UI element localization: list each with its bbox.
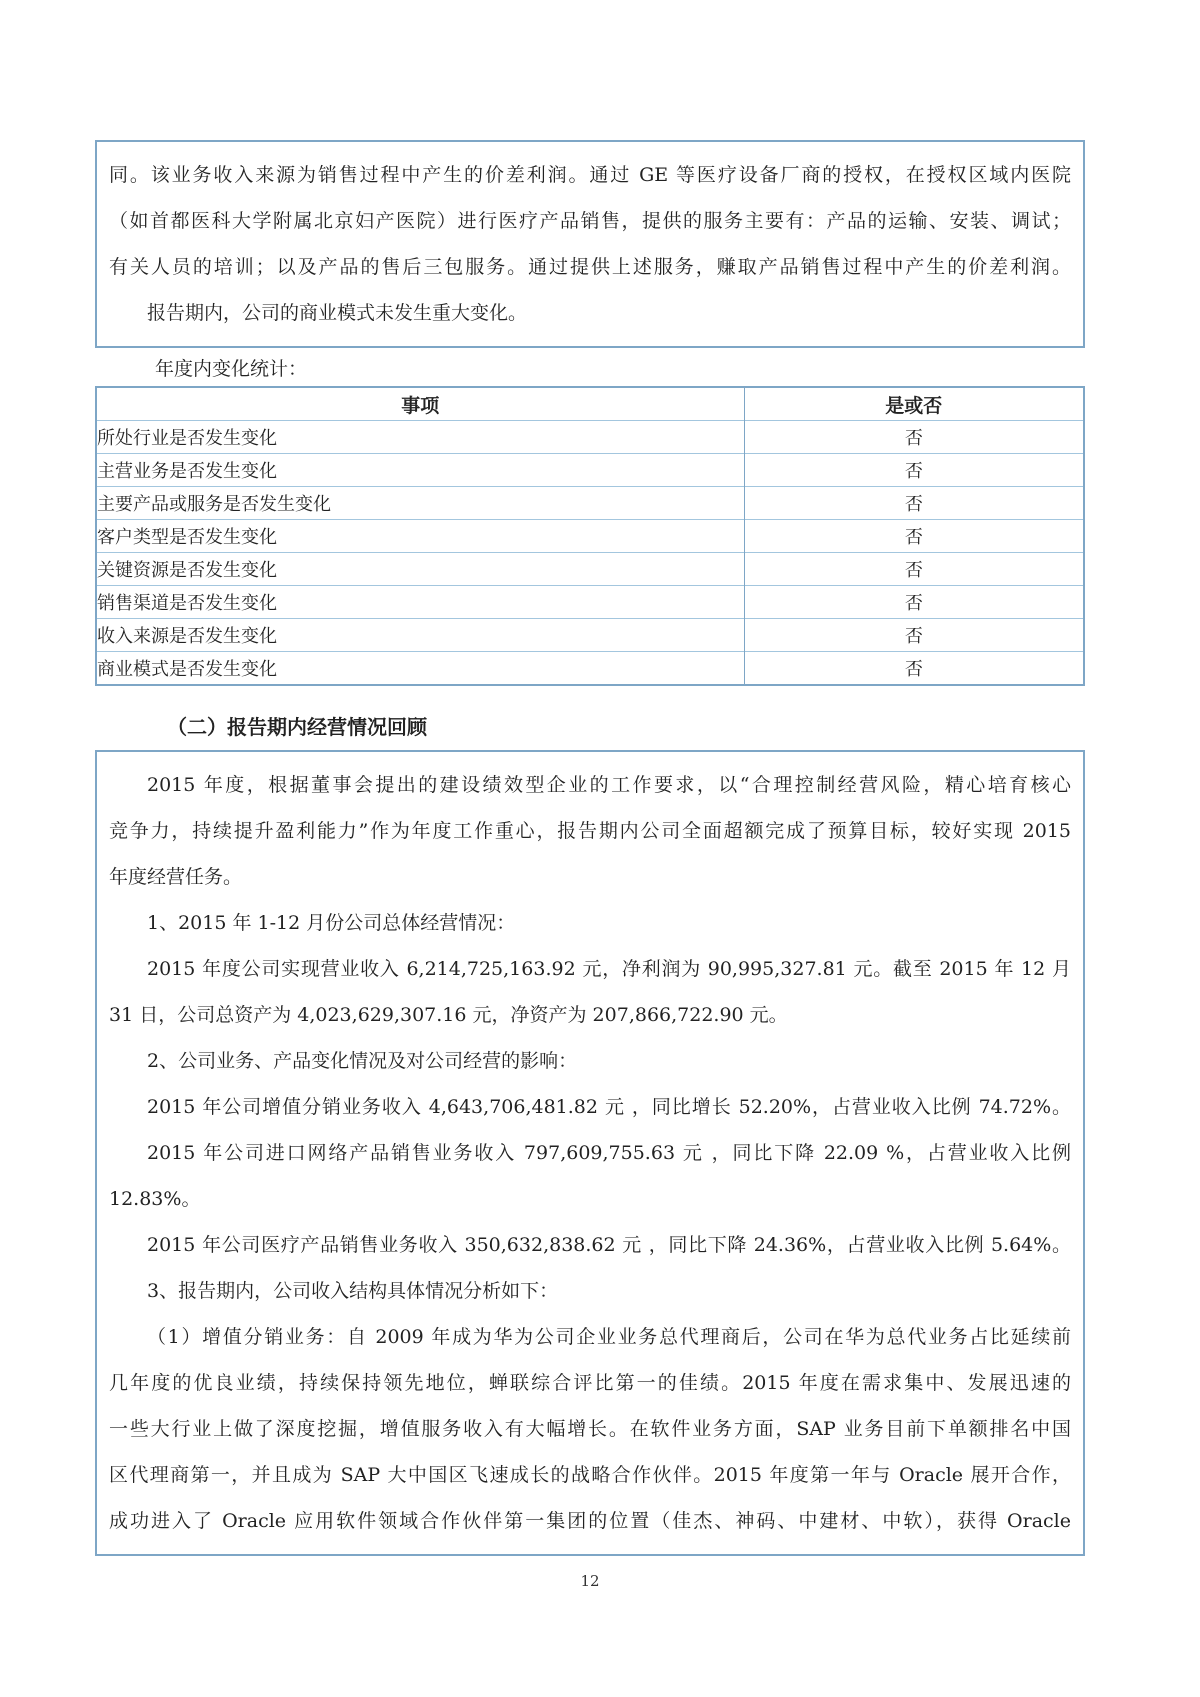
table-row bbox=[96, 421, 1084, 454]
table-cell-item: 销售渠道是否发生变化 bbox=[96, 586, 744, 619]
table-row bbox=[96, 454, 1084, 487]
change-table-rows bbox=[96, 421, 1084, 686]
column-header-answer: 是或否 bbox=[744, 387, 1084, 421]
stats-label: 年度内变化统计： bbox=[155, 358, 308, 380]
table-cell-answer: 否 bbox=[744, 454, 1084, 487]
text-line: 31 日，公司总资产为 4,023,629,307.16 元，净资产为 207,866,722.90 元。 bbox=[109, 1004, 788, 1026]
text-line: 年度经营任务。 bbox=[109, 866, 243, 888]
text-line: 一些大行业上做了深度挖掘，增值服务收入有大幅增长。在软件业务方面，SAP 业务目前下单额排名中国 bbox=[109, 1418, 1071, 1440]
table-row bbox=[96, 553, 1084, 586]
table-cell-answer: 否 bbox=[744, 553, 1084, 586]
document-page bbox=[95, 0, 1085, 1590]
table-cell-item: 收入来源是否发生变化 bbox=[96, 619, 744, 652]
table-row bbox=[96, 652, 1084, 686]
text-line: 区代理商第一，并且成为 SAP 大中国区飞速成长的战略合作伙伴。2015 年度第一年与 Oracle 展开合作， bbox=[109, 1464, 1071, 1486]
table-cell-item: 客户类型是否发生变化 bbox=[96, 520, 744, 553]
table-cell-item: 关键资源是否发生变化 bbox=[96, 553, 744, 586]
text-line: 同。该业务收入来源为销售过程中产生的价差利润。通过 GE 等医疗设备厂商的授权，在授权区域内医院 bbox=[109, 164, 1071, 186]
table-cell-answer: 否 bbox=[744, 421, 1084, 454]
text-line: 2015 年公司增值分销业务收入 4,643,706,481.82 元 ，同比增长 52.20%，占营业收入比例 74.72%。 bbox=[147, 1096, 1071, 1118]
change-table bbox=[95, 386, 1085, 686]
text-line: 成功进入了 Oracle 应用软件领域合作伙伴第一集团的位置（佳杰、神码、中建材、中软），获得 Oracle bbox=[109, 1510, 1071, 1532]
text-line: 有关人员的培训；以及产品的售后三包服务。通过提供上述服务，赚取产品销售过程中产生的价差利润。 bbox=[109, 256, 1071, 278]
table-row bbox=[96, 520, 1084, 553]
review-text-box bbox=[95, 750, 1085, 1556]
table-cell-answer: 否 bbox=[744, 586, 1084, 619]
text-line: （如首都医科大学附属北京妇产医院）进行医疗产品销售，提供的服务主要有：产品的运输、安装、调试； bbox=[109, 210, 1071, 232]
text-line: 2015 年公司医疗产品销售业务收入 350,632,838.62 元 ，同比下降 24.36%，占营业收入比例 5.64%。 bbox=[147, 1234, 1071, 1256]
text-line: 2015 年度，根据董事会提出的建设绩效型企业的工作要求，以“合理控制经营风险，精心培育核心 bbox=[147, 774, 1071, 796]
text-line: 2015 年公司进口网络产品销售业务收入 797,609,755.63 元 ，同比下降 22.09 %，占营业收入比例 bbox=[147, 1142, 1071, 1164]
table-cell-answer: 否 bbox=[744, 619, 1084, 652]
table-cell-item: 商业模式是否发生变化 bbox=[96, 652, 744, 686]
text-line: （1）增值分销业务：自 2009 年成为华为公司企业业务总代理商后，公司在华为总代业务占比延续前 bbox=[147, 1326, 1071, 1348]
text-line: 2、公司业务、产品变化情况及对公司经营的影响： bbox=[147, 1050, 578, 1072]
text-line: 12.83%。 bbox=[109, 1188, 201, 1210]
intro-text-box bbox=[95, 140, 1085, 348]
table-cell-answer: 否 bbox=[744, 520, 1084, 553]
table-cell-item: 所处行业是否发生变化 bbox=[96, 421, 744, 454]
table-header-row bbox=[96, 387, 1084, 421]
text-line: 3、报告期内，公司收入结构具体情况分析如下： bbox=[147, 1280, 559, 1302]
table-cell-answer: 否 bbox=[744, 487, 1084, 520]
table-row bbox=[96, 619, 1084, 652]
column-header-item: 事项 bbox=[401, 394, 440, 417]
text-line: 报告期内，公司的商业模式未发生重大变化。 bbox=[147, 302, 528, 324]
text-line: 2015 年度公司实现营业收入 6,214,725,163.92 元，净利润为 90,995,327.81 元。截至 2015 年 12 月 bbox=[147, 958, 1071, 980]
text-line: 几年度的优良业绩，持续保持领先地位，蝉联综合评比第一的佳绩。2015 年度在需求集中、发展迅速的 bbox=[109, 1372, 1071, 1394]
table-cell-answer: 否 bbox=[744, 652, 1084, 686]
table-row bbox=[96, 586, 1084, 619]
section-heading: （二）报告期内经营情况回顾 bbox=[167, 715, 427, 739]
text-line: 竞争力，持续提升盈利能力”作为年度工作重心，报告期内公司全面超额完成了预算目标，较好实现 2015 bbox=[109, 820, 1071, 842]
text-line: 1、2015 年 1-12 月份公司总体经营情况： bbox=[147, 912, 516, 934]
table-row bbox=[96, 487, 1084, 520]
change-table-body bbox=[96, 387, 1084, 421]
table-cell-item: 主要产品或服务是否发生变化 bbox=[96, 487, 744, 520]
page-number: 12 bbox=[580, 1572, 600, 1590]
table-cell-item: 主营业务是否发生变化 bbox=[96, 454, 744, 487]
